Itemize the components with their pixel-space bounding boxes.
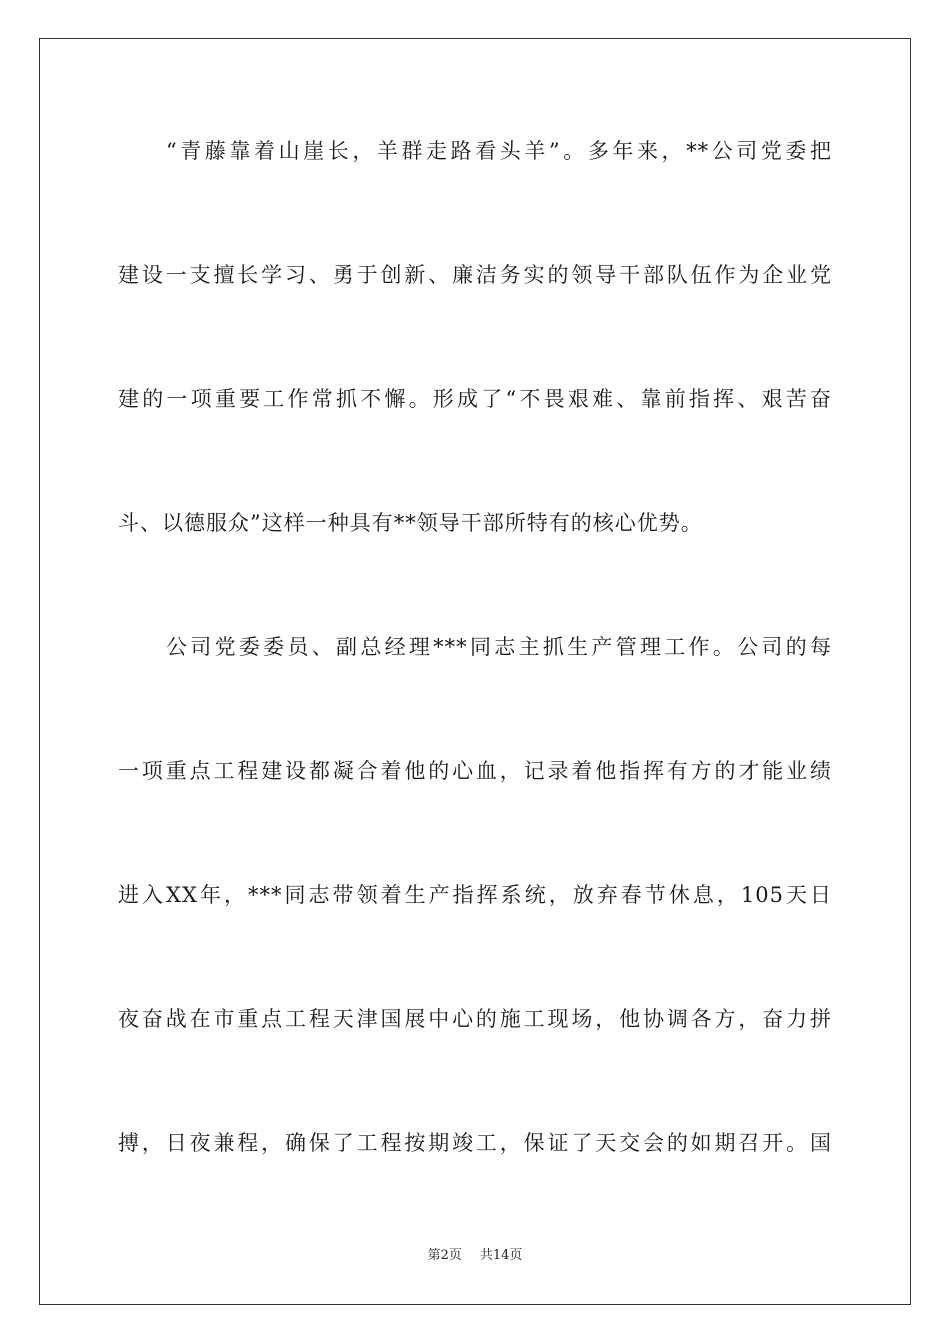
page-border	[39, 38, 911, 1305]
paragraph-2-line-5: 搏，日夜兼程，确保了工程按期竣工，保证了天交会的如期召开。国	[118, 1131, 832, 1155]
page-total: 共14页	[479, 1248, 523, 1263]
paragraph-1-line-4: 斗、以德服众”这样一种具有**领导干部所特有的核心优势。	[118, 511, 703, 535]
paragraph-2-line-1: 公司党委委员、副总经理***同志主抓生产管理工作。公司的每	[166, 635, 832, 659]
paragraph-2-line-2: 一项重点工程建设都凝合着他的心血，记录着他指挥有方的才能业绩	[118, 759, 832, 783]
paragraph-1-line-3: 建的一项重要工作常抓不懈。形成了“不畏艰难、靠前指挥、艰苦奋	[118, 387, 832, 411]
page-number: 第2页	[427, 1248, 462, 1263]
page-footer	[0, 1247, 950, 1265]
paragraph-2-line-3: 进入XX年，***同志带领着生产指挥系统，放弃春节休息，105天日	[118, 883, 832, 907]
paragraph-2-line-4: 夜奋战在市重点工程天津国展中心的施工现场，他协调各方，奋力拼	[118, 1007, 832, 1031]
paragraph-1-line-1: “青藤靠着山崖长，羊群走路看头羊”。多年来，**公司党委把	[166, 139, 832, 163]
paragraph-1-line-2: 建设一支擅长学习、勇于创新、廉洁务实的领导干部队伍作为企业党	[118, 263, 832, 287]
